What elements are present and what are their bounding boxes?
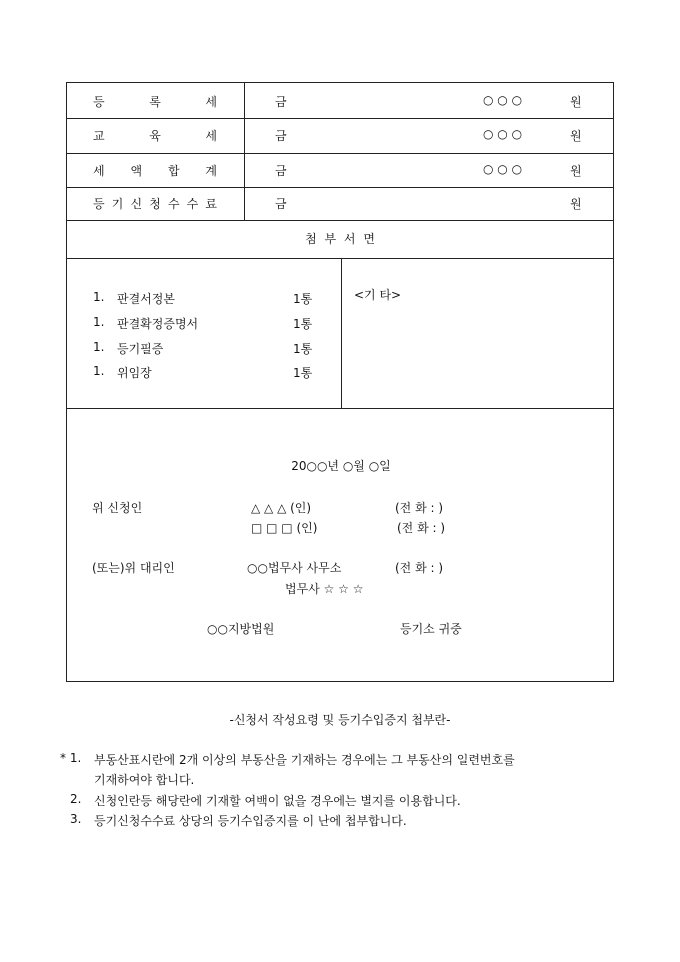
fee-prefix: 금 — [275, 164, 287, 178]
agent-office: ○○법무사 사무소 — [247, 561, 342, 575]
application-form — [66, 82, 614, 682]
note-text: 기재하여야 합니다. — [94, 773, 195, 787]
fee-label-char: 신 — [130, 197, 143, 211]
date-line: 20○○년 ○월 ○일 — [291, 459, 391, 473]
fee-label-char: 청 — [149, 197, 161, 211]
fee-label-char: 수 — [167, 197, 180, 211]
column-divider — [341, 258, 342, 408]
attachment-number: 1. — [93, 364, 105, 378]
fee-label-char: 세 — [205, 95, 217, 109]
other-label: <기 타> — [354, 288, 402, 302]
fee-label-char: 계 — [205, 164, 217, 178]
fee-label — [93, 195, 217, 212]
divider — [67, 187, 613, 188]
fee-label — [93, 162, 217, 179]
fee-label-char: 록 — [149, 95, 161, 109]
fee-label-char: 세 — [205, 129, 217, 143]
registry-addressee: 등기소 귀중 — [400, 622, 462, 636]
fee-label-char: 료 — [205, 197, 217, 211]
agent-phone: (전 화 : ) — [395, 561, 444, 575]
divider — [67, 408, 613, 409]
attachment-name: 위임장 — [117, 366, 152, 380]
fee-unit: 원 — [570, 197, 582, 211]
fee-unit: 원 — [570, 129, 582, 143]
divider — [67, 258, 613, 259]
attachment-number: 1. — [93, 315, 105, 329]
fee-label — [93, 93, 217, 110]
fee-label-char: 등 — [93, 95, 105, 109]
note-marker: 2. — [70, 792, 82, 806]
fee-prefix: 금 — [275, 95, 287, 109]
fee-label-char: 등 — [93, 197, 105, 211]
attachment-number: 1. — [93, 340, 105, 354]
fee-label-char: 교 — [93, 129, 105, 143]
fee-label-char: 세 — [93, 164, 105, 178]
fee-unit: 원 — [570, 95, 582, 109]
column-divider — [244, 83, 245, 220]
applicant-label: 위 신청인 — [92, 501, 143, 515]
fee-amount: ○ ○ ○ — [483, 127, 523, 141]
fee-label-char: 액 — [130, 164, 143, 178]
note-marker: 3. — [70, 812, 82, 826]
divider — [67, 153, 613, 154]
applicant-phone-2: (전 화 : ) — [397, 521, 446, 535]
attachments-heading: 첨 부 서 면 — [305, 232, 377, 246]
fee-unit: 원 — [570, 164, 582, 178]
fee-label-char: 기 — [111, 197, 124, 211]
attachment-count: 1통 — [293, 366, 313, 380]
fee-prefix: 금 — [275, 129, 287, 143]
fee-label-char: 수 — [186, 197, 199, 211]
attachment-number: 1. — [93, 290, 105, 304]
agent-name: 법무사 ☆ ☆ ☆ — [285, 582, 364, 596]
applicant-name-2: □ □ □ (인) — [251, 521, 318, 535]
divider — [67, 118, 613, 119]
attachment-count: 1통 — [293, 342, 313, 356]
applicant-phone-1: (전 화 : ) — [395, 501, 444, 515]
fee-label — [93, 127, 217, 144]
attachment-count: 1통 — [293, 292, 313, 306]
note-text: 신청인란등 해당란에 기재할 여백이 없을 경우에는 별지를 이용합니다. — [94, 794, 461, 808]
divider — [67, 220, 613, 221]
fee-amount: ○ ○ ○ — [483, 162, 523, 176]
attachment-name: 등기필증 — [117, 342, 164, 356]
applicant-name-1: △ △ △ (인) — [251, 501, 312, 515]
agent-label: (또는)위 대리인 — [92, 561, 175, 575]
note-text: 부동산표시란에 2개 이상의 부동산을 기재하는 경우에는 그 부동산의 일련번호를 — [94, 753, 515, 767]
fee-label-char: 육 — [149, 129, 161, 143]
note-marker: * 1. — [60, 751, 82, 765]
instructions-title: -신청서 작성요령 및 등기수입증지 첩부란- — [229, 713, 451, 727]
attachment-name: 판결확정증명서 — [117, 317, 199, 331]
fee-amount: ○ ○ ○ — [483, 93, 523, 107]
court-name: ○○지방법원 — [207, 622, 275, 636]
attachment-count: 1통 — [293, 317, 313, 331]
note-text: 등기신청수수료 상당의 등기수입증지를 이 난에 첩부합니다. — [94, 814, 407, 828]
attachment-name: 판결서정본 — [117, 292, 175, 306]
fee-label-char: 합 — [167, 164, 180, 178]
fee-prefix: 금 — [275, 197, 287, 211]
